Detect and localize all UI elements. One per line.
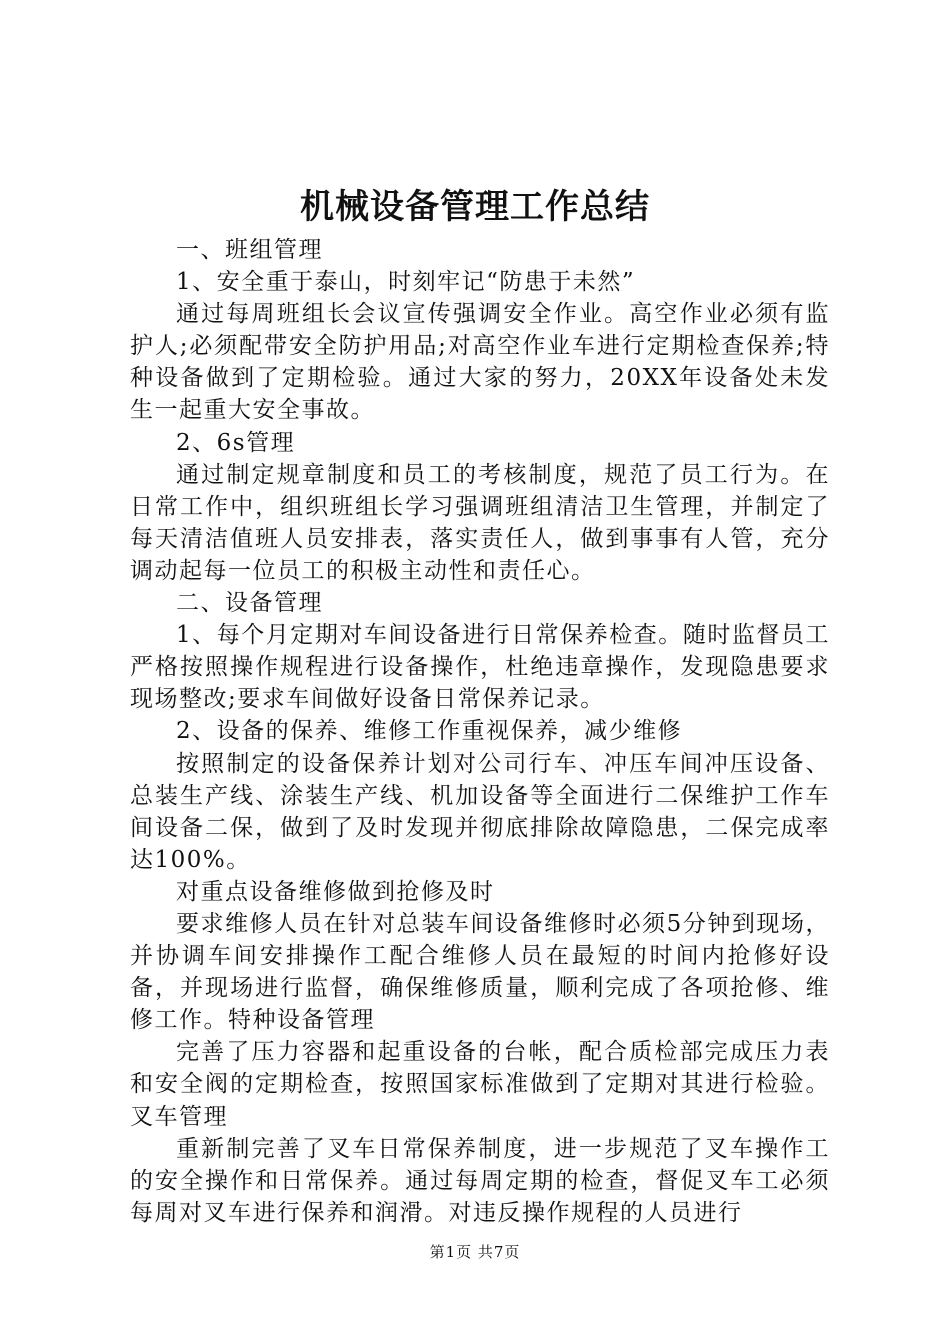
body-paragraph: 重新制完善了叉车日常保养制度，进一步规范了叉车操作工的安全操作和日常保养。通过每周定期的检查，督促叉车工必须每周对叉车进行保养和润滑。对违反操作规程的人员进行 [130,1135,830,1226]
document-body [130,234,830,1229]
subsection-heading: 2、设备的保养、维修工作重视保养，减少维修 [176,718,683,745]
body-paragraph: 通过制定规章制度和员工的考核制度，规范了员工行为。在日常工作中，组织班组长学习强调班组清洁卫生管理，并制定了每天清洁值班人员安排表，落实责任人，做到事事有人管，充分调动起每一位员工的积极主动性和责任心。 [130,461,830,584]
body-paragraph: 按照制定的设备保养计划对公司行车、冲压车间冲压设备、总装生产线、涂装生产线、机加设备等全面进行二保维护工作车间设备二保，做到了及时发现并彻底排除故障隐患，二保完成率达100%。 [130,750,830,873]
body-paragraph: 完善了压力容器和起重设备的台帐，配合质检部完成压力表和安全阀的定期检查，按照国家标准做到了定期对其进行检验。叉车管理 [130,1039,830,1130]
section-heading: 二、设备管理 [176,590,323,617]
section-heading: 一、班组管理 [176,237,323,263]
subsection-heading: 1、安全重于泰山，时刻牢记“防患于未然” [176,269,636,296]
document-title: 机械设备管理工作总结 [300,187,650,227]
page-footer: 第1页 共7页 [429,1243,521,1261]
body-paragraph: 通过每周班组长会议宣传强调安全作业。高空作业必须有监护人;必须配带安全防护用品;对高空作业车进行定期检查保养;特种设备做到了定期检验。通过大家的努力，20XX年设备处未发生一起重大安全事故。 [130,301,830,424]
subsection-heading: 对重点设备维修做到抢修及时 [176,878,495,905]
subsection-heading: 2、6s管理 [176,429,296,456]
body-paragraph: 1、每个月定期对车间设备进行日常保养检查。随时监督员工严格按照操作规程进行设备操作，杜绝违章操作，发现隐患要求现场整改;要求车间做好设备日常保养记录。 [130,622,830,713]
body-paragraph: 要求维修人员在针对总装车间设备维修时必须5分钟到现场，并协调车间安排操作工配合维修人员在最短的时间内抢修好设备，并现场进行监督，确保维修质量，顺利完成了各项抢修、维修工作。特种设备管理 [130,910,830,1034]
